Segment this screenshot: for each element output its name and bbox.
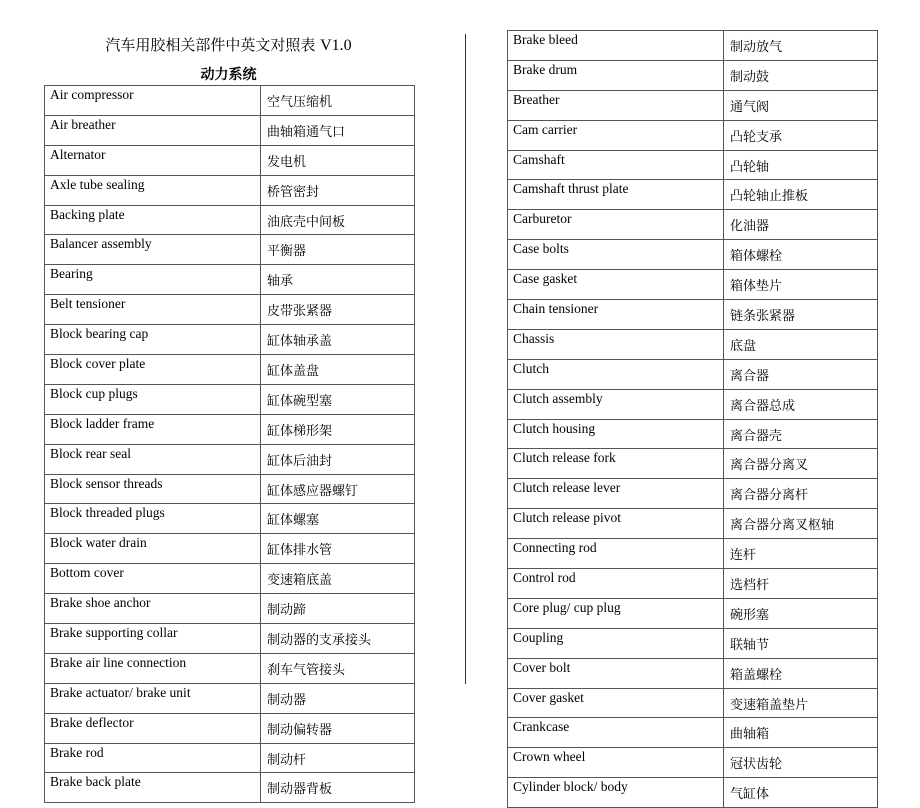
chinese-term: 曲轴箱通气口 [261, 115, 415, 145]
table-row [45, 414, 415, 444]
table-row [45, 594, 415, 624]
english-term: Clutch housing [508, 419, 724, 449]
chinese-term: 联轴节 [724, 628, 878, 658]
english-term: Clutch [508, 359, 724, 389]
english-term: Brake back plate [45, 773, 261, 803]
table-row [508, 389, 878, 419]
chinese-term: 制动鼓 [724, 60, 878, 90]
table-row [45, 504, 415, 534]
table-row [508, 598, 878, 628]
english-term: Block threaded plugs [45, 504, 261, 534]
table-row [508, 329, 878, 359]
table-row [45, 265, 415, 295]
table-row [45, 86, 415, 116]
table-row [508, 180, 878, 210]
chinese-term: 连杆 [724, 539, 878, 569]
table-row [45, 384, 415, 414]
english-term: Block water drain [45, 534, 261, 564]
english-term: Air compressor [45, 86, 261, 116]
english-term: Bottom cover [45, 564, 261, 594]
english-term: Cylinder block/ body [508, 778, 724, 808]
english-term: Chain tensioner [508, 300, 724, 330]
chinese-term: 制动蹄 [261, 594, 415, 624]
glossary-table-right [507, 30, 878, 808]
chinese-term: 化油器 [724, 210, 878, 240]
english-term: Block rear seal [45, 444, 261, 474]
english-term: Coupling [508, 628, 724, 658]
english-term: Block cover plate [45, 355, 261, 385]
chinese-term: 曲轴箱 [724, 718, 878, 748]
chinese-term: 缸体轴承盖 [261, 325, 415, 355]
chinese-term: 离合器分离叉 [724, 449, 878, 479]
table-row [45, 564, 415, 594]
english-term: Carburetor [508, 210, 724, 240]
table-row [45, 205, 415, 235]
table-row [45, 713, 415, 743]
english-term: Brake air line connection [45, 653, 261, 683]
chinese-term: 油底壳中间板 [261, 205, 415, 235]
chinese-term: 缸体碗型塞 [261, 384, 415, 414]
table-row [508, 628, 878, 658]
chinese-term: 离合器 [724, 359, 878, 389]
chinese-term: 碗形塞 [724, 598, 878, 628]
english-term: Balancer assembly [45, 235, 261, 265]
english-term: Camshaft [508, 150, 724, 180]
chinese-term: 链条张紧器 [724, 300, 878, 330]
chinese-term: 气缸体 [724, 778, 878, 808]
english-term: Belt tensioner [45, 295, 261, 325]
chinese-term: 凸轮支承 [724, 120, 878, 150]
english-term: Cover gasket [508, 688, 724, 718]
english-term: Brake actuator/ brake unit [45, 683, 261, 713]
english-term: Alternator [45, 145, 261, 175]
table-row [45, 115, 415, 145]
table-row [45, 295, 415, 325]
chinese-term: 皮带张紧器 [261, 295, 415, 325]
table-row [45, 773, 415, 803]
english-term: Cover bolt [508, 658, 724, 688]
chinese-term: 凸轮轴止推板 [724, 180, 878, 210]
chinese-term: 缸体梯形架 [261, 414, 415, 444]
chinese-term: 桥管密封 [261, 175, 415, 205]
table-row [508, 718, 878, 748]
chinese-term: 箱体螺栓 [724, 240, 878, 270]
english-term: Clutch assembly [508, 389, 724, 419]
table-row [508, 31, 878, 61]
english-term: Clutch release fork [508, 449, 724, 479]
chinese-term: 箱体垫片 [724, 270, 878, 300]
table-row [45, 534, 415, 564]
chinese-term: 制动器 [261, 683, 415, 713]
chinese-term: 平衡器 [261, 235, 415, 265]
english-term: Cam carrier [508, 120, 724, 150]
english-term: Crown wheel [508, 748, 724, 778]
chinese-term: 空气压缩机 [261, 86, 415, 116]
english-term: Chassis [508, 329, 724, 359]
english-term: Bearing [45, 265, 261, 295]
english-term: Block bearing cap [45, 325, 261, 355]
table-row [508, 479, 878, 509]
english-term: Clutch release lever [508, 479, 724, 509]
glossary-table-left [44, 85, 415, 803]
table-row [45, 355, 415, 385]
column-divider [465, 34, 466, 684]
english-term: Core plug/ cup plug [508, 598, 724, 628]
chinese-term: 制动器背板 [261, 773, 415, 803]
table-row [508, 120, 878, 150]
title-text: 汽车用胶相关部件中英文对照表 [105, 36, 316, 54]
chinese-term: 缸体感应器螺钉 [261, 474, 415, 504]
english-term: Control rod [508, 569, 724, 599]
english-term: Brake drum [508, 60, 724, 90]
table-row [508, 658, 878, 688]
chinese-term: 冠状齿轮 [724, 748, 878, 778]
table-row [508, 509, 878, 539]
table-row [45, 175, 415, 205]
table-row [508, 748, 878, 778]
table-row [508, 539, 878, 569]
chinese-term: 底盘 [724, 329, 878, 359]
table-row [508, 359, 878, 389]
chinese-term: 变速箱底盖 [261, 564, 415, 594]
table-row [508, 449, 878, 479]
english-term: Brake rod [45, 743, 261, 773]
table-row [45, 235, 415, 265]
chinese-term: 选档杆 [724, 569, 878, 599]
chinese-term: 缸体后油封 [261, 444, 415, 474]
table-row [508, 569, 878, 599]
table-row [45, 624, 415, 654]
chinese-term: 通气阀 [724, 90, 878, 120]
chinese-term: 离合器壳 [724, 419, 878, 449]
section-heading: 动力系统 [200, 67, 257, 83]
table-row [508, 240, 878, 270]
chinese-term: 轴承 [261, 265, 415, 295]
table-row [508, 778, 878, 808]
chinese-term: 离合器总成 [724, 389, 878, 419]
version-label: V1.0 [320, 37, 352, 54]
chinese-term: 制动偏转器 [261, 713, 415, 743]
english-term: Backing plate [45, 205, 261, 235]
table-row [508, 210, 878, 240]
english-term: Breather [508, 90, 724, 120]
table-row [508, 60, 878, 90]
page-title [44, 34, 413, 55]
english-term: Air breather [45, 115, 261, 145]
chinese-term: 凸轮轴 [724, 150, 878, 180]
english-term: Block cup plugs [45, 384, 261, 414]
table-row [45, 444, 415, 474]
english-term: Case bolts [508, 240, 724, 270]
english-term: Axle tube sealing [45, 175, 261, 205]
english-term: Case gasket [508, 270, 724, 300]
chinese-term: 离合器分离叉枢轴 [724, 509, 878, 539]
english-term: Connecting rod [508, 539, 724, 569]
table-row [508, 419, 878, 449]
table-row [508, 688, 878, 718]
english-term: Block ladder frame [45, 414, 261, 444]
table-row [508, 150, 878, 180]
english-term: Block sensor threads [45, 474, 261, 504]
english-term: Crankcase [508, 718, 724, 748]
english-term: Brake supporting collar [45, 624, 261, 654]
table-row [508, 90, 878, 120]
chinese-term: 制动器的支承接头 [261, 624, 415, 654]
english-term: Brake bleed [508, 31, 724, 61]
chinese-term: 发电机 [261, 145, 415, 175]
chinese-term: 变速箱盖垫片 [724, 688, 878, 718]
chinese-term: 箱盖螺栓 [724, 658, 878, 688]
table-row [45, 474, 415, 504]
table-row [45, 325, 415, 355]
chinese-term: 刹车气管接头 [261, 653, 415, 683]
table-row [45, 653, 415, 683]
english-term: Brake shoe anchor [45, 594, 261, 624]
table-row [45, 683, 415, 713]
chinese-term: 制动杆 [261, 743, 415, 773]
chinese-term: 缸体盖盘 [261, 355, 415, 385]
english-term: Brake deflector [45, 713, 261, 743]
table-row [508, 270, 878, 300]
chinese-term: 缸体排水管 [261, 534, 415, 564]
english-term: Camshaft thrust plate [508, 180, 724, 210]
chinese-term: 制动放气 [724, 31, 878, 61]
table-row [508, 300, 878, 330]
table-row [45, 145, 415, 175]
english-term: Clutch release pivot [508, 509, 724, 539]
chinese-term: 缸体螺塞 [261, 504, 415, 534]
chinese-term: 离合器分离杆 [724, 479, 878, 509]
table-row [45, 743, 415, 773]
